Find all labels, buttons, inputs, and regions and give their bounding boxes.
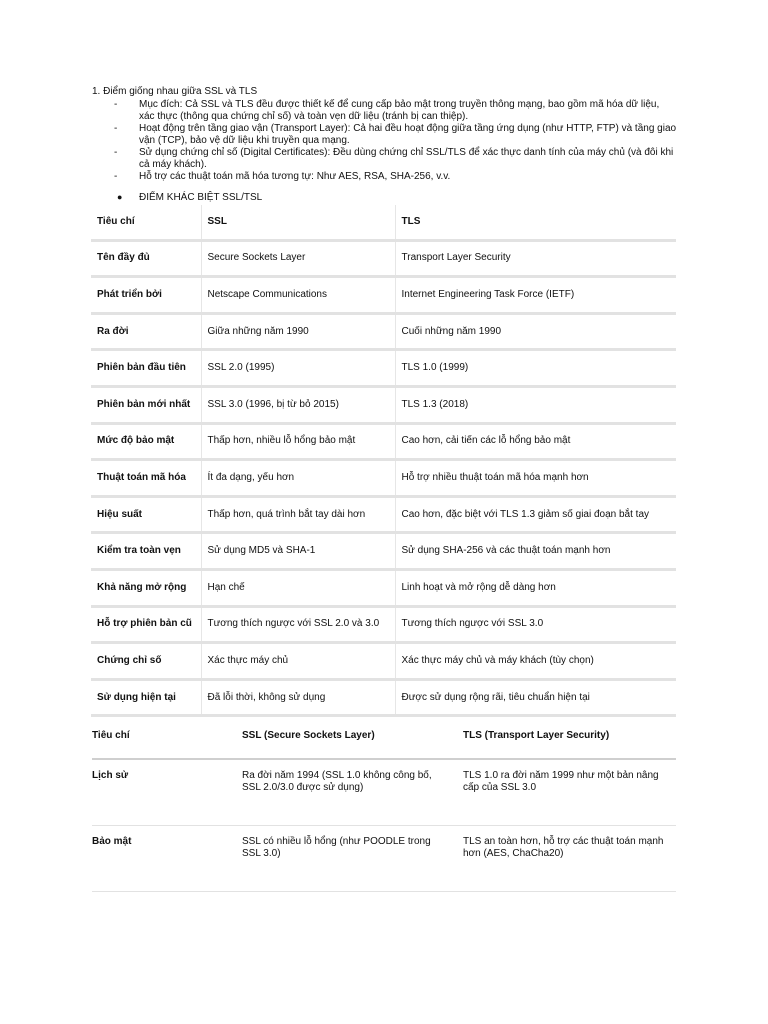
dot-bullet: ● — [117, 192, 123, 202]
table-cell: Lịch sử — [92, 759, 242, 826]
table-cell: Tương thích ngược với SSL 2.0 và 3.0 — [201, 606, 395, 643]
table-cell: Xác thực máy chủ và máy khách (tùy chọn) — [395, 643, 676, 680]
table-cell: Giữa những năm 1990 — [201, 313, 395, 350]
table-row — [91, 240, 676, 277]
table-cell: SSL 2.0 (1995) — [201, 350, 395, 387]
table-cell: TLS 1.0 ra đời năm 1999 như một bản nâng cấp của SSL 3.0 — [463, 759, 676, 826]
table-cell: Secure Sockets Layer — [201, 240, 395, 277]
table-row — [91, 569, 676, 606]
table-cell: Hỗ trợ nhiều thuật toán mã hóa mạnh hơn — [395, 460, 676, 497]
table-cell: Xác thực máy chủ — [201, 643, 395, 680]
table-cell: Kiểm tra toàn vẹn — [91, 533, 201, 570]
table-row — [91, 386, 676, 423]
table-cell: TLS 1.0 (1999) — [395, 350, 676, 387]
column-header: SSL (Secure Sockets Layer) — [242, 716, 463, 759]
table-cell: Bảo mật — [92, 826, 242, 892]
table-row — [92, 759, 676, 826]
table-cell: Sử dụng MD5 và SHA-1 — [201, 533, 395, 570]
table-row — [91, 350, 676, 387]
table-cell: Thấp hơn, quá trình bắt tay dài hơn — [201, 496, 395, 533]
table-cell: SSL có nhiều lỗ hổng (như POODLE trong SSL 3.0) — [242, 826, 463, 892]
similarity-list — [92, 99, 677, 183]
history-security-table — [92, 716, 676, 892]
table-cell: Transport Layer Security — [395, 240, 676, 277]
table-cell: Tương thích ngược với SSL 3.0 — [395, 606, 676, 643]
section-heading: 1. Điểm giống nhau giữa SSL và TLS — [92, 86, 258, 97]
table-cell: Phát triển bởi — [91, 277, 201, 314]
table-cell: Ra đời năm 1994 (SSL 1.0 không công bố, SSL 2.0/3.0 được sử dụng) — [242, 759, 463, 826]
list-item — [92, 171, 677, 183]
table-cell: Internet Engineering Task Force (IETF) — [395, 277, 676, 314]
column-header: Tiêu chí — [92, 716, 242, 759]
dash-bullet: - — [114, 99, 118, 110]
table-cell: Cao hơn, cải tiến các lỗ hổng bảo mật — [395, 423, 676, 460]
table-row — [91, 460, 676, 497]
table-cell: Cao hơn, đặc biệt với TLS 1.3 giảm số giai đoạn bắt tay — [395, 496, 676, 533]
table-row — [91, 205, 676, 240]
table-cell: Cuối những năm 1990 — [395, 313, 676, 350]
dash-bullet: - — [114, 123, 118, 134]
table-cell: Hạn chế — [201, 569, 395, 606]
table-cell: Hiệu suất — [91, 496, 201, 533]
table-header-row — [92, 716, 676, 759]
table-row — [92, 826, 676, 892]
table-cell: Sử dụng SHA-256 và các thuật toán mạnh hơn — [395, 533, 676, 570]
table-cell: Đã lỗi thời, không sử dụng — [201, 679, 395, 716]
list-item-text: Sử dụng chứng chỉ số (Digital Certificates): Đều dùng chứng chỉ SSL/TLS để xác thực danh tính của máy chủ (và đôi khi cả máy khách). — [139, 147, 674, 170]
list-item-text: Hỗ trợ các thuật toán mã hóa tương tự: Như AES, RSA, SHA-256, v.v. — [139, 171, 451, 182]
column-header: TLS (Transport Layer Security) — [463, 716, 676, 759]
comparison-table — [91, 205, 676, 717]
table-cell: Ít đa dạng, yếu hơn — [201, 460, 395, 497]
table-cell: Linh hoạt và mở rộng dễ dàng hơn — [395, 569, 676, 606]
table-cell: Thuật toán mã hóa — [91, 460, 201, 497]
table-cell: Chứng chỉ số — [91, 643, 201, 680]
list-item-text: Mục đích: Cả SSL và TLS đều được thiết kế để cung cấp bảo mật trong truyền thông mạng, bao gồm mã hóa dữ liệu, xác thực (thông qua chứng chỉ số) và toàn vẹn dữ liệu (tránh bị can thiệp). — [139, 99, 660, 122]
table-cell: Hỗ trợ phiên bản cũ — [91, 606, 201, 643]
table-cell: Ra đời — [91, 313, 201, 350]
table-row — [91, 313, 676, 350]
table-cell: Mức độ bảo mật — [91, 423, 201, 460]
table-row — [91, 277, 676, 314]
table-row — [91, 606, 676, 643]
table-row — [91, 533, 676, 570]
list-item — [92, 99, 677, 123]
table-cell: Khả năng mở rộng — [91, 569, 201, 606]
table-cell: SSL — [201, 205, 395, 240]
table-row — [91, 643, 676, 680]
list-item-text: Hoạt động trên tầng giao vận (Transport Layer): Cả hai đều hoạt động giữa tầng ứng dụng (như HTTP, FTP) và tầng giao vận (TCP), bảo vệ dữ liệu khi truyền qua mạng. — [139, 123, 677, 146]
table-cell: Sử dụng hiện tại — [91, 679, 201, 716]
table-cell: Được sử dụng rộng rãi, tiêu chuẩn hiện tại — [395, 679, 676, 716]
dash-bullet: - — [114, 147, 118, 158]
table-cell: Phiên bản mới nhất — [91, 386, 201, 423]
table-cell: Phiên bản đầu tiên — [91, 350, 201, 387]
table-row — [91, 679, 676, 716]
table-cell: Tên đầy đủ — [91, 240, 201, 277]
table-cell: SSL 3.0 (1996, bị từ bỏ 2015) — [201, 386, 395, 423]
table-cell: Netscape Communications — [201, 277, 395, 314]
intro-section — [92, 86, 677, 204]
table-cell: TLS — [395, 205, 676, 240]
table-row — [91, 423, 676, 460]
table-cell: Tiêu chí — [91, 205, 201, 240]
dash-bullet: - — [114, 171, 118, 182]
differences-heading — [92, 192, 677, 204]
list-item — [92, 123, 677, 147]
differences-heading-text: ĐIỂM KHÁC BIỆT SSL/TSL — [139, 192, 263, 203]
table-row — [91, 496, 676, 533]
table-cell: TLS an toàn hơn, hỗ trợ các thuật toán mạnh hơn (AES, ChaCha20) — [463, 826, 676, 892]
table-cell: Thấp hơn, nhiều lỗ hổng bảo mật — [201, 423, 395, 460]
table-cell: TLS 1.3 (2018) — [395, 386, 676, 423]
list-item — [92, 147, 677, 171]
